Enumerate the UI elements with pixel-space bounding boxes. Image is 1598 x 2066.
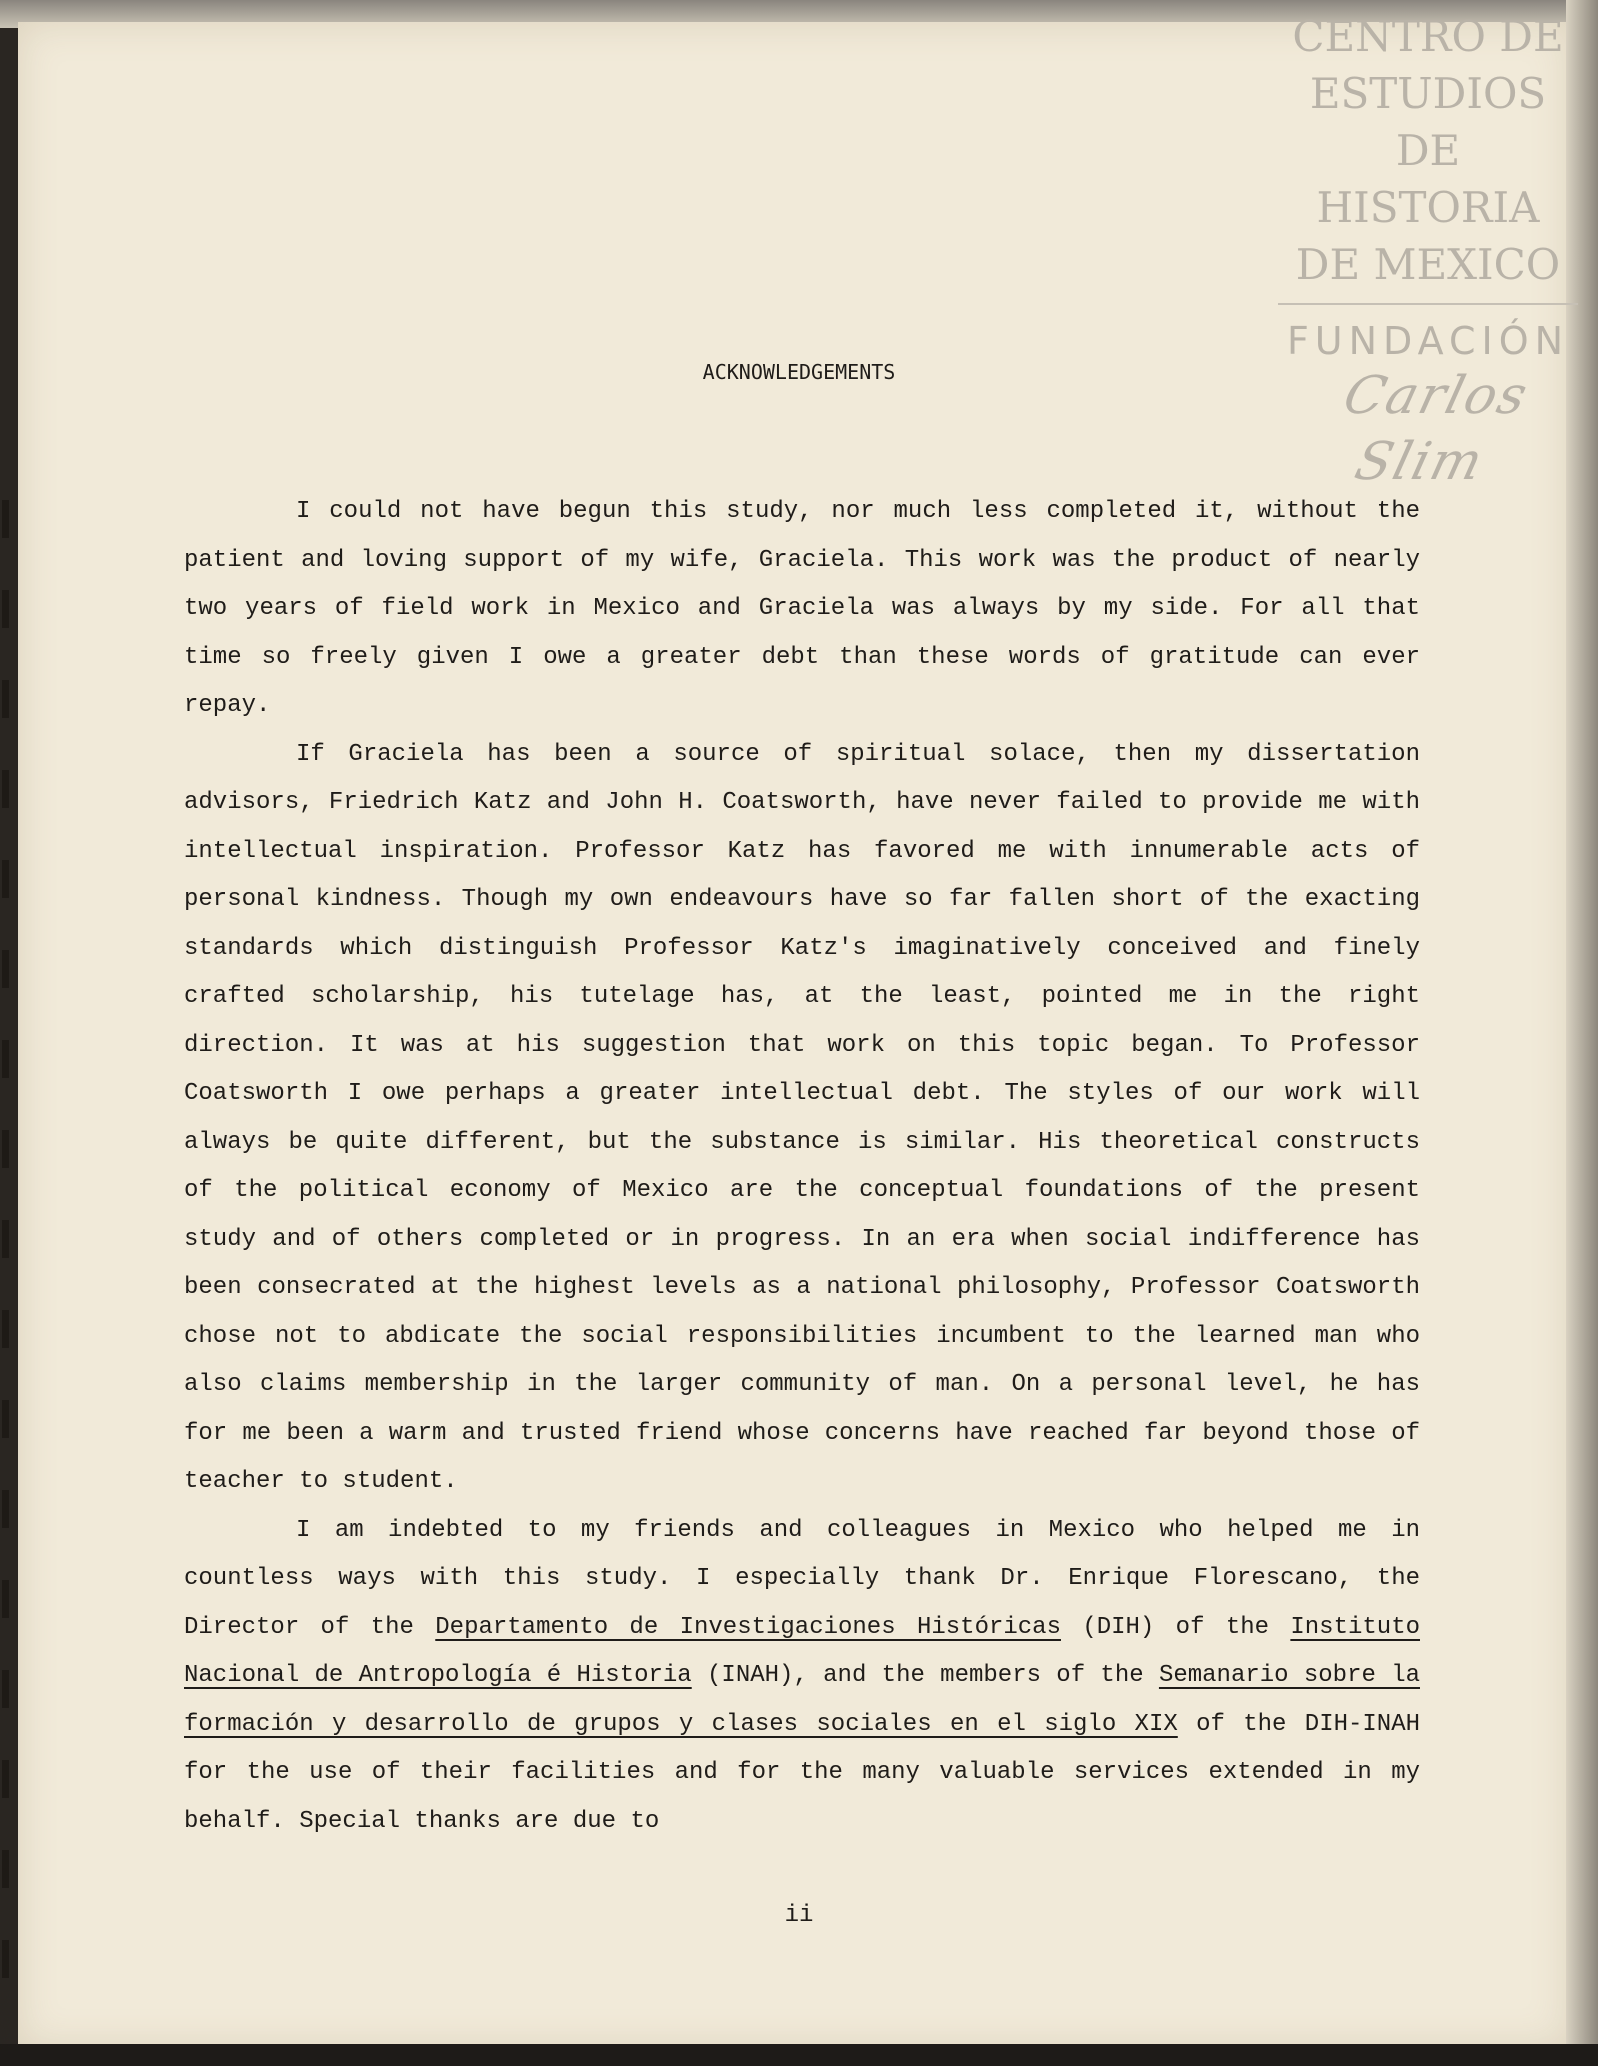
stamp-signature: Carlos Slim <box>1337 366 1535 492</box>
stamp-divider <box>1278 303 1578 305</box>
stamp-foundation: FUNDACIÓN <box>1286 319 1570 363</box>
stamp-line-4: DE MEXICO <box>1295 240 1561 289</box>
underlined-inah-name: Instituto Nacional de Antropología é Historia <box>184 1613 1420 1689</box>
underlined-dih-name: Departamento de Investigaciones Históricas <box>435 1613 1061 1641</box>
binding-holes <box>2 500 12 2060</box>
page-number: ii <box>784 1902 814 1929</box>
paragraph-3 <box>184 1507 1420 1847</box>
stamp-line-1: CENTRO DE <box>1292 12 1564 61</box>
paragraph-3-text-3: (INAH), and the members of the <box>691 1662 1159 1689</box>
stamp-line-2: ESTUDIOS <box>1309 69 1547 118</box>
archive-watermark-stamp <box>1278 8 1578 495</box>
acknowledgements-body <box>184 488 1420 1846</box>
stamp-line-3: DE HISTORIA <box>1316 126 1540 232</box>
paragraph-3-text-1: I am indebted to my friends and colleagues in Mexico who helped me in countless ways with this study. I especially thank Dr. Enrique Florescano, the Director of the <box>184 1516 1420 1641</box>
paragraph-2: If Graciela has been a source of spiritual solace, then my dissertation advisors, Friedrich Katz and John H. Coatsworth, have never failed to provide me with intellectual inspiration. Professor Katz has favored me with innumerable acts of personal kindness. Though my own endeavours have so far fallen short of the exacting standards which distinguish Professor Katz's imaginatively conceived and finely crafted scholarship, his tutelage has, at the least, pointed me in the right direction. It was at his suggestion that work on this topic began. To Professor Coatsworth I owe perhaps a greater intellectual debt. The styles of our work will always be quite different, but the substance is similar. His theoretical constructs of the political economy of Mexico are the conceptual foundations of the present study and of others completed or in progress. In an era when social indifference has been consecrated at the highest levels as a national philosophy, Professor Coatsworth chose not to abdicate the social responsibilities incumbent to the learned man who also claims membership in the larger community of man. On a personal level, he has for me been a warm and trusted friend whose concerns have reached far beyond those of teacher to student. <box>184 740 1420 1495</box>
scan-bottom-edge <box>0 2044 1598 2066</box>
paragraph-3-text-4: of the DIH-INAH for the use of their facilities and for the many valuable services extended in my behalf. Special thanks are due to <box>184 1710 1421 1835</box>
page-title: ACKNOWLEDGEMENTS <box>702 360 896 384</box>
paragraph-3-text-2: (DIH) of the <box>1060 1613 1291 1641</box>
underlined-seminar-name: Semanario sobre la formación y desarrollo de grupos y clases sociales en el siglo XIX <box>184 1662 1420 1738</box>
paragraph-1: I could not have begun this study, nor much less completed it, without the patient and loving support of my wife, Graciela. This work was the product of nearly two years of field work in Mexico and Graciela was always by my side. For all that time so freely given I owe a greater debt than these words of gratitude can ever repay. <box>184 498 1420 719</box>
